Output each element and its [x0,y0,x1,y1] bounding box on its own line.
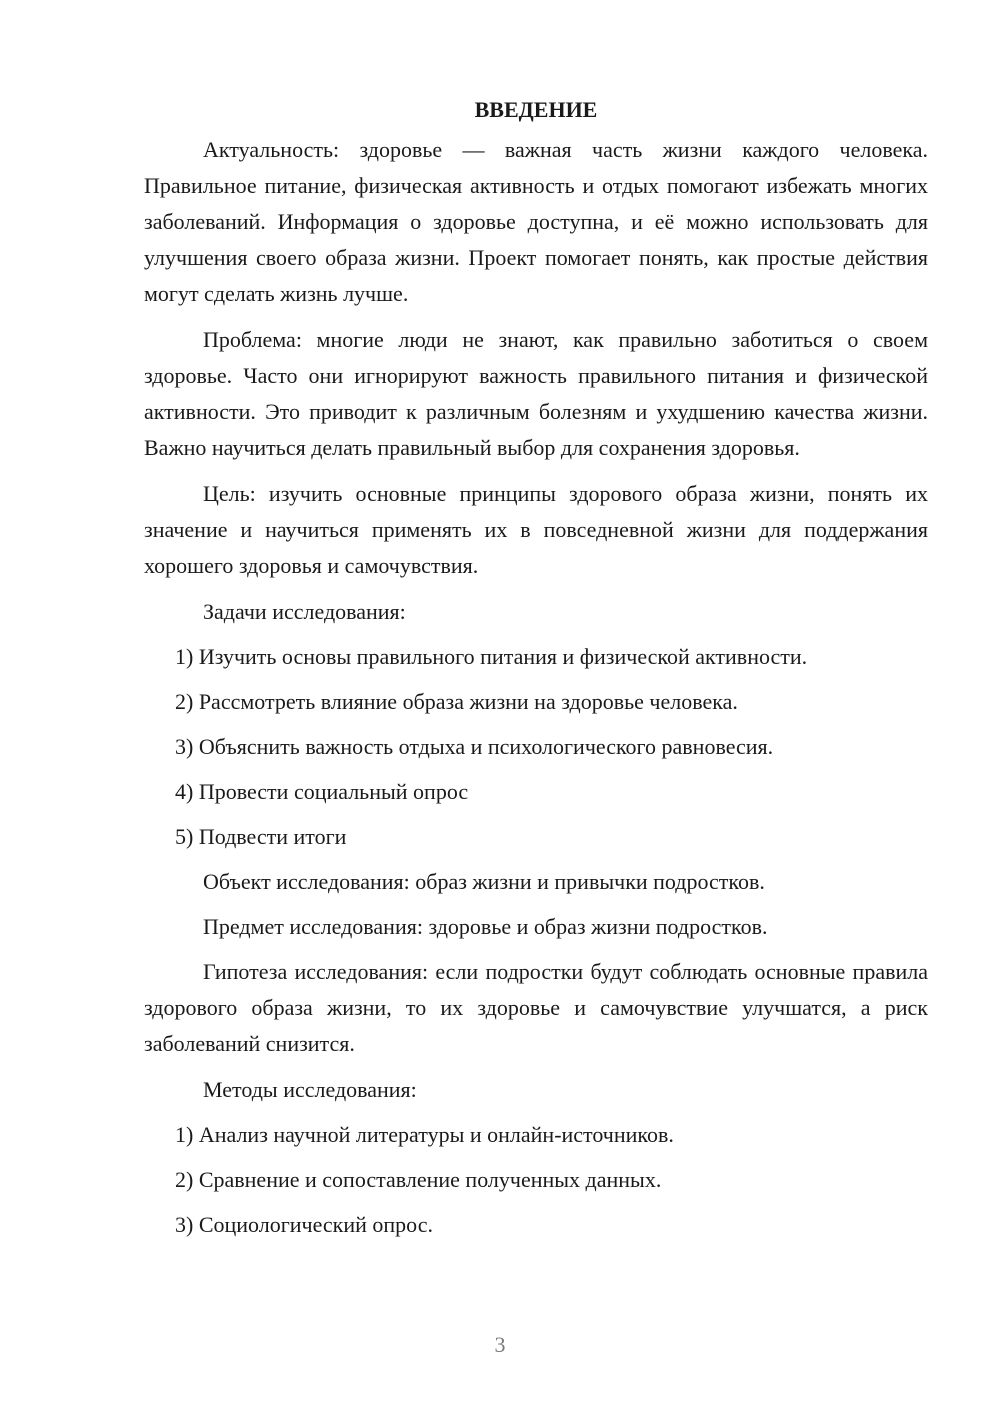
method-item: 3) Социологический опрос. [175,1212,433,1237]
hypothesis-paragraph: Гипотеза исследования: если подростки будут соблюдать основные правила здорового образа жизни, то их здоровье и самочувствие улучшатся, а риск заболеваний снизится. [144,959,928,1056]
task-item: 5) Подвести итоги [175,824,347,849]
method-item: 1) Анализ научной литературы и онлайн-источников. [175,1122,674,1147]
section-title: ВВЕДЕНИЕ [474,97,598,122]
tasks-heading: Задачи исследования: [203,599,406,624]
problem-paragraph: Проблема: многие люди не знают, как правильно заботиться о своем здоровье. Часто они игнорируют важность правильного питания и физической активности. Это приводит к различным болезням и ухудшению качества жизни. Важно научиться делать правильный выбор для сохранения здоровья. [144,327,928,460]
relevance-paragraph: Актуальность: здоровье — важная часть жизни каждого человека. Правильное питание, физическая активность и отдых помогают избежать многих заболеваний. Информация о здоровье доступна, и её можно использовать для улучшения своего образа жизни. Проект помогает понять, как простые действия могут сделать жизнь лучше. [144,137,928,306]
research-object: Объект исследования: образ жизни и привычки подростков. [203,869,765,894]
method-item: 2) Сравнение и сопоставление полученных данных. [175,1167,662,1192]
task-item: 4) Провести социальный опрос [175,779,469,804]
page-number: 3 [494,1332,506,1357]
task-item: 1) Изучить основы правильного питания и физической активности. [175,644,808,669]
task-item: 2) Рассмотреть влияние образа жизни на здоровье человека. [175,689,738,714]
research-subject: Предмет исследования: здоровье и образ жизни подростков. [203,914,768,939]
goal-paragraph: Цель: изучить основные принципы здорового образа жизни, понять их значение и научиться применять их в повседневной жизни для поддержания хорошего здоровья и самочувствия. [144,481,928,578]
page-content [144,92,928,1252]
task-item: 3) Объяснить важность отдыха и психологического равновесия. [175,734,774,759]
methods-heading: Методы исследования: [203,1077,417,1102]
